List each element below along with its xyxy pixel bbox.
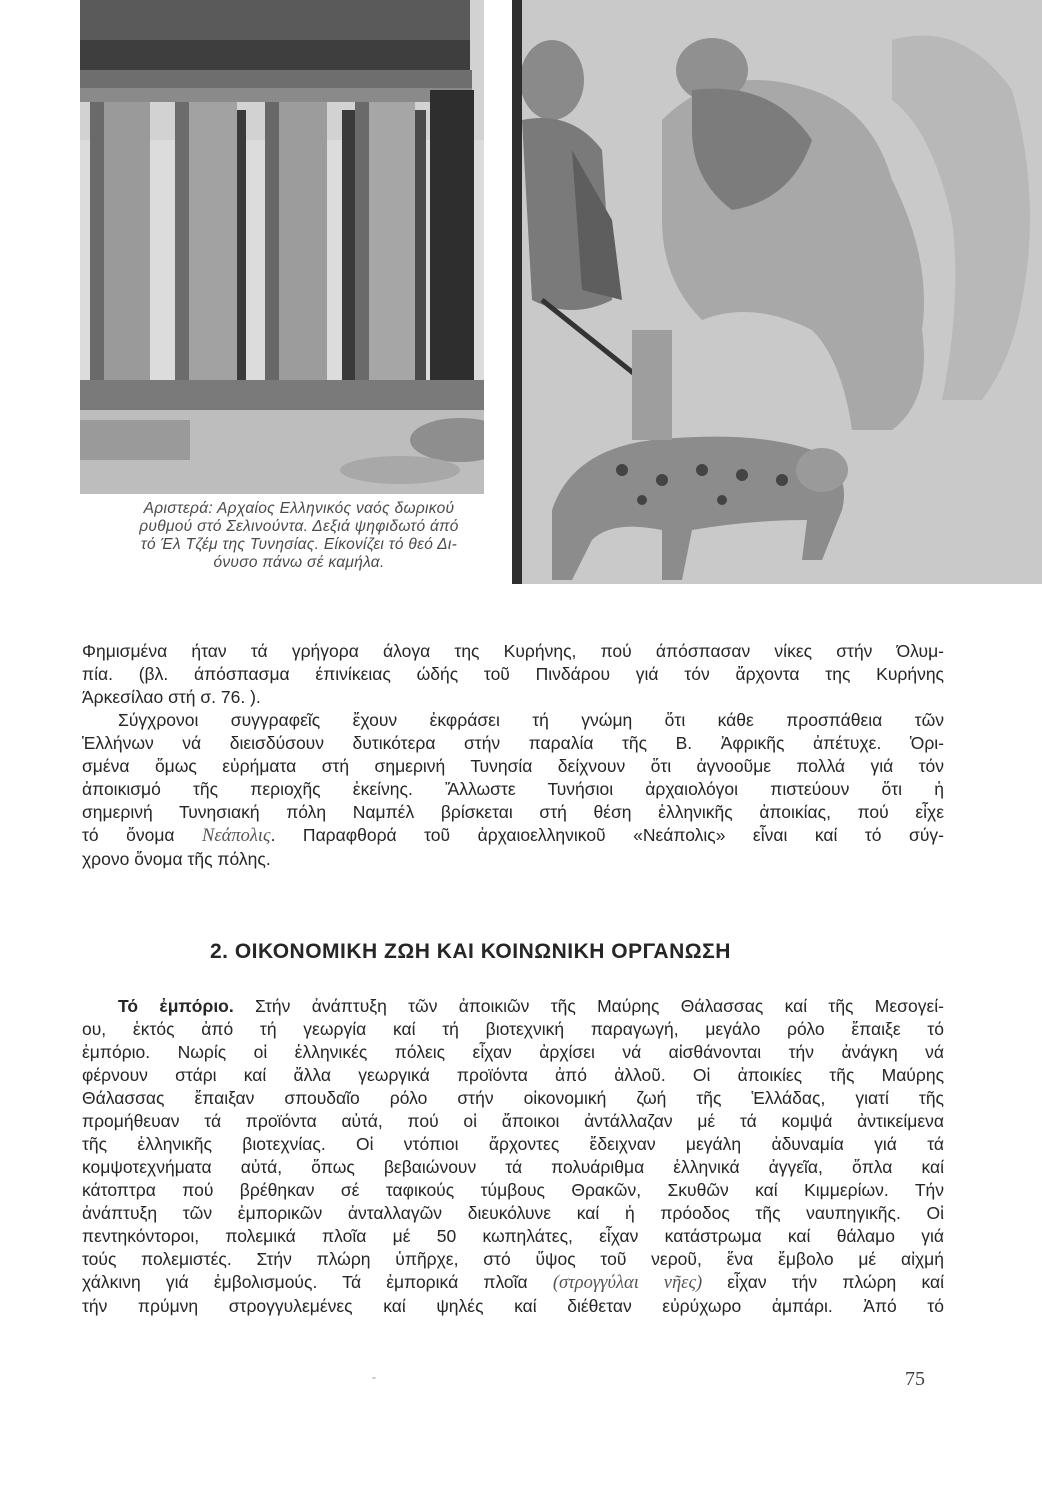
text-line: φέρνουν στάρι καί ἄλλα γεωργικά προϊόντα ἀπό ἀλλοῦ. Οἱ ἀποικίες τῆς Μαύρης <box>82 1065 944 1085</box>
text-line: Σύγχρονοι συγγραφεῖς ἔχουν ἐκφράσει τή γνώμη ὅτι κάθε προσπάθεια τῶν <box>118 710 944 730</box>
text-line: ου, ἐκτός ἀπό τή γεωργία καί τή βιοτεχνική παραγωγή, μεγάλο ρόλο ἔπαιξε τό <box>82 1019 944 1039</box>
text-line: Θάλασσας ἔπαιξαν σπουδαῖο ρόλο στήν οἰκονομική ζωή τῆς Ἑλλάδας, γιατί τῆς <box>82 1088 944 1108</box>
text-fragment: εἶχαν τήν πλώρη καί <box>702 1272 944 1292</box>
text-line: πεντηκόντοροι, πολεμικά πλοῖα μέ 50 κωπηλάτες, εἶχαν κατάστρωμα καί θάλαμο γιά <box>82 1226 944 1246</box>
caption-line: τό Έλ Τζέμ της Τυνησίας. Είκονίζει τό θεό Δι- <box>140 536 458 553</box>
text-line: προμήθευαν τά προϊόντα αὐτά, πού οἱ ἄποικοι ἀντάλλαζαν μέ τά κομψά ἀντικείμενα <box>82 1111 944 1131</box>
text-fragment: Στήν ἀνάπτυξη τῶν ἀποικιῶν τῆς Μαύρης Θάλασσας καί τῆς Μεσογεί- <box>233 996 944 1016</box>
italic-term: Νεάπολις <box>202 826 271 846</box>
figure-caption <box>80 500 518 572</box>
text-line: χρονο ὄνομα τῆς πόλης. <box>82 849 271 869</box>
temple-photo <box>80 0 484 494</box>
mosaic-photo <box>512 0 1042 584</box>
text-line <box>82 995 944 1018</box>
page-number: 75 <box>905 1368 925 1390</box>
text-line <box>82 1271 944 1295</box>
text-fragment: . Παραφθορά τοῦ ἀρχαιοελληνικοῦ «Νεάπολις» εἶναι καί τό σύγ- <box>270 825 944 845</box>
text-line: σημερινή Τυνησιακή πόλη Ναμπέλ βρίσκεται στή θέση ἑλληνικῆς ἀποικίας, πού εἶχε <box>82 802 944 822</box>
text-line: ἐμπόριο. Νωρίς οἱ ἑλληνικές πόλεις εἶχαν ἀρχίσει νά αἰσθάνονται τήν ἀνάγκη νά <box>82 1042 944 1062</box>
text-line: Άρκεσίλαο στή σ. 76. ). <box>82 687 261 707</box>
italic-term: (στρογγύλαι νῆες) <box>552 1273 703 1293</box>
text-line: τῆς ἑλληνικῆς βιοτεχνίας. Οἱ ντόπιοι ἄρχοντες ἔδειχναν μεγάλη ἀδυναμία γιά τά <box>82 1134 944 1154</box>
section-heading: 2. ΟΙΚΟΝΟΜΙΚΗ ΖΩΗ ΚΑΙ ΚΟΙΝΩΝΙΚΗ ΟΡΓΑΝΩΣΗ <box>210 940 731 963</box>
text-line: τούς πολεμιστές. Στήν πλώρη ὑπῆρχε, στό ὕψος τοῦ νεροῦ, ἕνα ἔμβολο μέ αἰχμή <box>82 1249 944 1269</box>
caption-line: όνυσο πάνω σέ καμήλα. <box>213 554 385 571</box>
text-line: ἀνάπτυξη τῶν ἐμπορικῶν ἀνταλλαγῶν διευκόλυνε καί ἡ πρόοδος τῆς ναυπηγικῆς. Οἱ <box>82 1203 944 1223</box>
text-line: σμένα ὅμως εὑρήματα στή σημερινή Τυνησία δείχνουν ὅτι ἀγνοοῦμε πολλά γιά τόν <box>82 756 944 776</box>
text-line: Ἑλλήνων νά διεισδύσουν δυτικότερα στήν παραλία τῆς Β. Ἀφρικῆς ἀπέτυχε. Ὁρι- <box>82 733 944 753</box>
temple-photo-graphic <box>80 0 484 494</box>
text-line: ἀποικισμό τῆς περιοχῆς ἐκείνης. Ἄλλωστε Τυνήσιοι ἀρχαιολόγοι πιστεύουν ὅτι ἡ <box>82 779 944 799</box>
scan-mark: - <box>372 1370 376 1384</box>
text-fragment: τό ὄνομα <box>82 825 203 845</box>
mosaic-photo-graphic <box>512 0 1042 584</box>
paragraph-trade <box>82 995 944 1318</box>
text-line: πία. (βλ. άπόσπασμα έπινίκειας ώδής τοῦ Πινδάρου γιά τόν ἄρχοντα της Κυρήνης <box>82 664 944 684</box>
caption-line: ρυθμού στό Σελινούντα. Δεξιά ψηφιδωτό άπό <box>139 518 459 535</box>
text-line: Φημισμένα ήταν τά γρήγορα άλογα της Κυρήνης, πού άπόσπασαν νίκες στήν Όλυμ- <box>82 641 944 661</box>
text-fragment: χάλκινη γιά ἐμβολισμούς. Τά ἐμπορικά πλοῖα <box>82 1272 553 1292</box>
paragraph-kyrene <box>82 640 944 871</box>
text-line <box>82 824 944 848</box>
text-line: κάτοπτρα πού βρέθηκαν σέ ταφικούς τύμβους Θρακῶν, Σκυθῶν καί Κιμμερίων. Τήν <box>82 1180 944 1200</box>
paragraph-lead: Τό ἐμπόριο. <box>118 996 234 1016</box>
caption-line: Αριστερά: Αρχαίος Ελληνικός ναός δωρικού <box>143 500 455 517</box>
text-line: κομψοτεχνήματα αὐτά, ὅπως βεβαιώνουν τά πολυάριθμα ἑλληνικά ἀγγεῖα, ὅπλα καί <box>82 1157 944 1177</box>
text-line: τήν πρύμνη στρογγυλεμένες καί ψηλές καί διέθεταν εὐρύχωρο ἀμπάρι. Ἀπό τό <box>82 1296 944 1316</box>
